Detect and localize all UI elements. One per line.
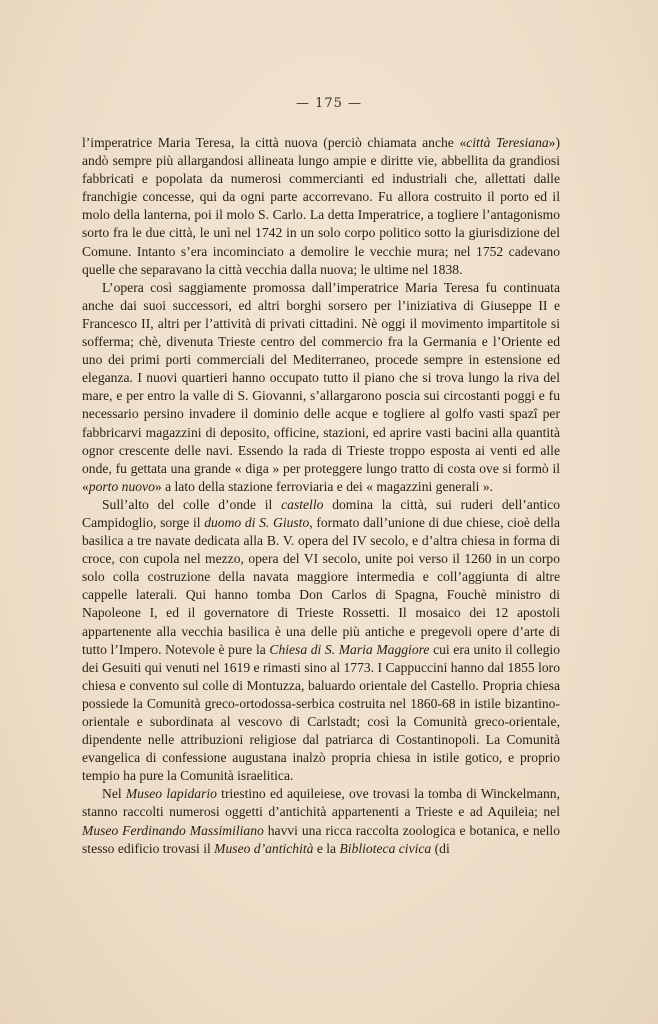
italic-text: Chiesa di S. Maria Maggiore	[269, 641, 430, 657]
text-segment: l’imperatrice Maria Teresa, la città nuova (perciò chiamata anche «	[82, 135, 467, 150]
paragraph-3	[82, 496, 560, 786]
paragraph-1	[82, 134, 560, 279]
italic-text: Biblioteca civica	[339, 840, 432, 856]
italic-text: castello	[281, 496, 324, 512]
paragraph-4	[82, 785, 560, 857]
text-segment: havvi una ricca raccolta zoologica e botanica, e nello stesso edificio trovasi il	[82, 822, 560, 856]
text-segment: triestino ed aquileiese, ove trovasi la tomba di Winckelmann, stanno raccolti numerosi oggetti d’antichità appartenenti a Trieste e ad Aquileia; nel	[82, 786, 560, 820]
italic-text: Museo d’antichità	[214, 840, 314, 856]
italic-text: Museo Ferdinando Massimiliano	[82, 822, 264, 838]
text-segment: Sull’alto del colle d’onde il	[102, 496, 282, 512]
text-segment: Nel	[102, 786, 126, 802]
text-segment: L’opera così saggiamente promossa dall’imperatrice Maria Teresa fu continuata anche dai suoi successori, ed altri borghi sorsero per l’iniziativa di Giuseppe II e Francesco II, altri per l’attività di privati cittadini. Nè oggi il movimento impartitole si soffermа; chè, divenuta Trieste centro del commercio fra la Germania e l’Oriente ed uno dei primi porti commerciali del Mediterraneo, procede sempre in estensione ed eleganza. I nuovi quartieri hanno occupato tutto il piano che si trova lungo la riva del mare, e per entro la valle di S. Giovanni, s’allargarono poscia sui circostanti poggi e fu necessario persino invadere il dominio delle acque e togliere al golfo vasti spazî per fabbricarvi magazzini di deposito, officine, stazioni, ed aprire vasti bacini alla quantità ognor crescente delle navi. Essendo la rada di Trieste troppo esposta ai venti ed alle onde, fu gettata una grande « diga » per proteggere lungo tratto di costa ove si formò il «	[82, 279, 560, 494]
text-segment: domina la città, sui ruderi dell’antico Campidoglio, sorge il	[82, 496, 561, 530]
text-segment: , formato dall’unione di due chiese, cioè della basilica a tre navate dedicata alla B. V. opera del IV secolo, e d’altra chiesa in forma di croce, con cupola nel mezzo, opera del VI secolo, unite poi verso il 1260 in un corpo solo colla costruzione della navata maggiore intermedia e coll’aggiunta di altre cappelle laterali. Qui hanno tomba Don Carlos di Spagna, Fouchè ministro di Napoleone I, ed il governatore di Trieste Rossetti. Il mosaico dei 12 apostoli appartenente alla vecchia basilica è una delle più antiche e pregevoli opere d’arte di tutto l’Impero. Notevole è pure la	[82, 514, 560, 657]
italic-text: porto nuovo	[88, 478, 155, 494]
italic-text: Museo lapidario	[125, 786, 217, 802]
italic-text: duomo di S. Giusto	[204, 514, 310, 530]
text-segment: ») andò sempre più allargandosi allineata lungo ampie e diritte vie, abbellita da grandiosi fabbricati e popolata da numerosi commercianti ed industriali che, allettati dalle franchigie concesse, qui da ogni parte accorrevano. Fu allora costruito il porto ed il molo della lanterna, poi il molo S. Carlo. La detta Imperatrice, a togliere l’antagonismo sorto fra le due città, le unì nel 1742 in un solo corpo politico sotto la giurisdizione del Comune. Intanto s’era incominciato a demolire le vecchie mura; nel 1752 cadevano quelle che separavano la città vecchia dalla nuova; le ultime nel 1838.	[82, 135, 560, 277]
text-segment: (di	[431, 840, 450, 856]
text-segment: cui era unito il collegio dei Gesuiti qui venuti nel 1619 e rimasti sino al 1773. I Cappuccini hanno dal 1855 loro chiesa e convento sul colle di Montuzza, baluardo orientale del Castello. Propria chiesa possiede la Comunità greco-ortodossa-serbica costruita nel 1860-68 in istile bizantino-orientale e subordinata al vescovo di Carlstadt; così la Comunità greco-orientale, dipendente nelle attribuzioni religiose dal patriarca di Costantinopoli. La Comunità evangelica di confessione augustana inalzò propria chiesa in istile gotico, e proprio tempio ha pure la Comunità israelitica.	[82, 641, 560, 784]
text-segment: e la	[313, 840, 340, 856]
text-segment: » a lato della stazione ferroviaria e dei « magazzini generali ».	[154, 478, 494, 494]
body-text	[82, 134, 560, 858]
italic-text: città Teresiana	[466, 135, 549, 150]
page-number: — 175 —	[295, 96, 363, 111]
paragraph-2	[82, 279, 560, 496]
